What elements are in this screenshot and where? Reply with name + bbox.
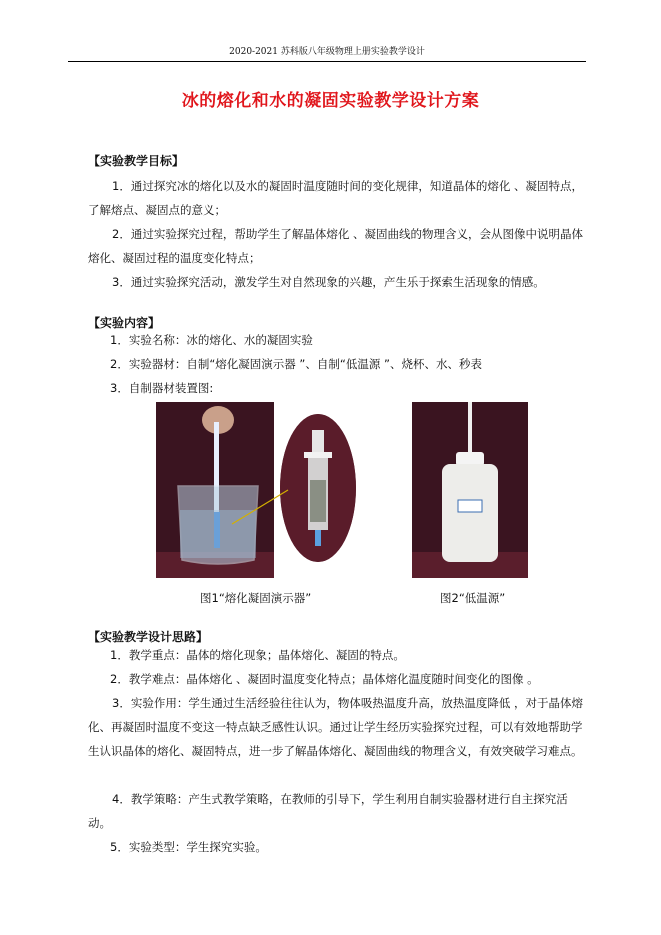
- goal-item-3: 3．通过实验探究活动，激发学生对自然现象的兴趣，产生乐于探索生活现象的情感。: [112, 275, 545, 289]
- goal-item-2: 2．通过实验探究过程，帮助学生了解晶体熔化 、凝固曲线的物理含义，会从图像中说明晶体熔化、凝固过程的温度变化特点；: [88, 227, 583, 265]
- design-item-1: 1．教学重点：晶体的熔化现象；晶体熔化、凝固的特点。: [110, 648, 405, 662]
- document-title: 冰的熔化和水的凝固实验教学设计方案: [181, 91, 480, 111]
- design-item-5: 5．实验类型：学生探究实验。: [110, 840, 267, 854]
- content-item-3: 3．自制器材装置图:: [110, 381, 214, 395]
- section-heading-goals: 【实验教学目标】: [88, 154, 185, 168]
- design-item-2: 2．教学难点：晶体熔化 、凝固时温度变化特点；晶体熔化温度随时间变化的图像 。: [110, 672, 539, 686]
- figure2-cold-source-photo: [412, 402, 528, 578]
- design-item-3: 3．实验作用：学生通过生活经验往往认为，物体吸热温度升高，放热温度降低 ，对于晶体熔化、再凝固时温度不变这一特点缺乏感性认识。通过让学生经历实验探究过程，可以有效地帮助学生认识晶体的熔化、凝固特点，进一步了解晶体熔化、凝固曲线的物理含义，有效突破学习难点。: [88, 696, 583, 758]
- section-heading-content: 【实验内容】: [88, 316, 161, 330]
- page-header: 2020-2021 苏科版八年级物理上册实验教学设计: [68, 44, 586, 62]
- section-heading-design: 【实验教学设计思路】: [88, 630, 209, 644]
- callout-line: [230, 488, 290, 528]
- content-item-2: 2．实验器材：自制“熔化凝固演示器 ”、自制“低温源 ”、烧杯、水、秒表: [110, 357, 482, 371]
- figure1-caption: 图1“熔化凝固演示器”: [200, 591, 312, 605]
- figure2-caption: 图2“低温源”: [440, 591, 506, 605]
- figure1-syringe-inset: [280, 414, 356, 562]
- goal-item-1: 1．通过探究冰的熔化以及水的凝固时温度随时间的变化规律，知道晶体的熔化 、凝固特点，了解熔点、凝固点的意义；: [88, 179, 583, 217]
- content-item-1: 1．实验名称：冰的熔化、水的凝固实验: [110, 333, 313, 347]
- design-item-4: 4．教学策略：产生式教学策略，在教师的引导下，学生利用自制实验器材进行自主探究活动。: [88, 792, 568, 830]
